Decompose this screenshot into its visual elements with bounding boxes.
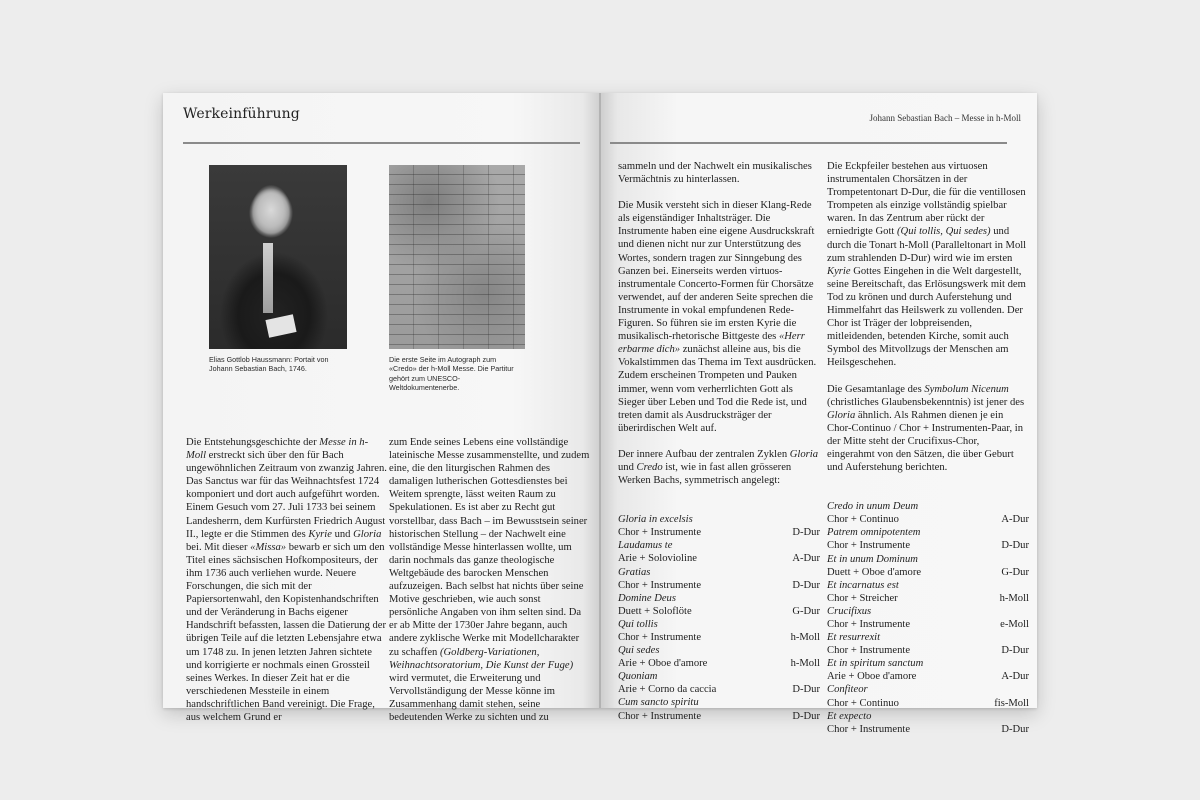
movement-row <box>618 710 820 723</box>
figure-manuscript <box>389 165 525 393</box>
movement-title: Quoniam <box>618 671 658 683</box>
movement-key: A-Dur <box>792 553 820 565</box>
movement-title: Et incarnatus est <box>827 579 899 591</box>
movement-scoring: Chor + Instrumente <box>827 645 911 657</box>
movement-key: h-Moll <box>790 632 820 643</box>
movement-scoring: Chor + Continuo <box>827 697 899 709</box>
movement-title: Et resurrexit <box>827 632 881 644</box>
movement-scoring: Chor + Instrumente <box>618 579 702 591</box>
movement-row <box>827 513 1029 526</box>
movement-title: Credo in unum Deum <box>827 501 919 513</box>
movement-scoring: Chor + Instrumente <box>618 527 702 539</box>
book-gutter <box>599 93 601 708</box>
paragraphs <box>618 160 820 513</box>
body-column-4 <box>827 160 1029 736</box>
booklet-spread <box>163 93 1037 735</box>
body-column-2 <box>389 436 591 724</box>
portrait-shirt-detail <box>263 243 273 313</box>
movement-key: D-Dur <box>1001 723 1029 735</box>
movement-scoring: Arie + Oboe d'amore <box>618 658 708 670</box>
left-page <box>163 93 600 723</box>
gloria-movement-list <box>618 513 820 723</box>
figure-portrait <box>209 165 347 374</box>
movement-title: Et expecto <box>827 710 872 722</box>
movement-row <box>827 618 1029 631</box>
movement-key: e-Moll <box>1000 619 1029 630</box>
page-title: Werkeinführung <box>183 106 300 122</box>
movement-scoring: Chor + Instrumente <box>827 723 911 735</box>
portrait-painting-image <box>209 165 347 349</box>
movement-scoring: Chor + Streicher <box>827 592 898 604</box>
paragraph: Der innere Aufbau der zentralen Zyklen Gloria und Credo ist, wie in fast allen grösseren Werken Bachs, symmetrisch angelegt: <box>618 448 819 487</box>
movement-scoring: Duett + Soloflöte <box>618 605 692 617</box>
movement-title: Qui sedes <box>618 645 660 657</box>
movement-row <box>827 592 1029 605</box>
movement-scoring: Chor + Continuo <box>827 514 899 526</box>
movement-scoring: Chor + Instrumente <box>827 619 911 630</box>
running-head: Johann Sebastian Bach – Messe in h-Moll <box>869 113 1021 123</box>
movement-row <box>827 670 1029 683</box>
movement-title: Et in spiritum sanctum <box>827 658 924 670</box>
body-column-1 <box>186 436 388 724</box>
autograph-manuscript-image <box>389 165 525 349</box>
movement-key: D-Dur <box>792 527 820 539</box>
movement-row <box>827 723 1029 736</box>
movement-title: Qui tollis <box>618 618 658 630</box>
movement-row <box>827 539 1029 552</box>
movement-row <box>827 697 1029 710</box>
movement-title: Gratias <box>618 566 651 578</box>
paragraph: Die Musik versteht sich in dieser Klang-Rede als eigenständiger Inhaltsträger. Die Instrumente haben eine eigene Ausdruckskraft und dienen nicht nur zur Unterstützung des Wortes, sondern tragen zur Sinngebung des Ganzen bei. Einerseits werden virtuos-instrumentale Concerto-Formen für Chorsätze verwendet, auf der anderen Seite sprechen die Instrumente in vokal empfundenen Rede-Figuren. So führen sie im ersten Kyrie die musikalisch-rhetorische Bittgeste des «Herr erbarme dich» zunächst alleine aus, bis die Vokalstimmen das Thema im Text ausdrücken. Zudem erscheinen Trompeten und Pauken immer, wenn vom verherrlichten Gott als Sieger über Leben und Tod die Rede ist, und treten damit als Ausdrucksträger der überirdischen Welt auf. <box>618 200 817 434</box>
movement-scoring: Chor + Instrumente <box>827 540 911 552</box>
movement-row <box>827 644 1029 657</box>
paragraph: Die Entstehungsgeschichte der Messe in h-Moll erstreckt sich über den für Bach ungewöhnlichen Zeitraum von zwanzig Jahren. Das Sanctus war für das Weihnachtsfest 1724 komponiert und dort auch aufgeführt worden. Einem Gesuch vom 27. Juli 1733 bei seinem Landesherrn, dem Kurfürsten Friedrich August II., legte er die Stimmen des Kyrie und Gloria bei. Mit dieser «Missa» bewarb er sich um den Titel eines sächsischen Hofkompositeurs, der ihm 1736 auch verliehen wurde. Neuere Forschungen, die sich mit der Papiersortenwahl, den Kopistenhandschriften und der Veränderung in Bachs eigener Handschrift befassten, lassen die Datierung der übrigen Teile auf die letzten Lebensjahre etwa um 1748 zu. In jenen letzten Jahren sichtete und korrigierte er nochmals einen Grossteil seines Werkes. In dieser Zeit hat er die verschiedenen Messteile in einem handschriftlichen Band vereinigt. Die Frage, aus welchem Grund er <box>186 437 387 723</box>
movement-key: A-Dur <box>1001 671 1029 683</box>
movement-row <box>618 552 820 565</box>
header-rule <box>610 142 1007 144</box>
movement-key: D-Dur <box>792 684 820 696</box>
figure-caption: Die erste Seite im Autograph zum «Credo» der h-Moll Messe. Die Partitur gehört zum UNESCO-Weltdokumentenerbe. <box>389 355 514 393</box>
movement-title: Cum sancto spiritu <box>618 697 699 709</box>
movement-title: Et in unum Dominum <box>827 553 918 565</box>
movement-title: Patrem omnipotentem <box>827 527 921 539</box>
movement-key: D-Dur <box>1001 645 1029 657</box>
right-page <box>600 93 1037 735</box>
movement-scoring: Arie + Corno da caccia <box>618 684 717 696</box>
movement-key: D-Dur <box>792 579 820 591</box>
movement-scoring: Chor + Instrumente <box>618 710 702 722</box>
movement-scoring: Duett + Oboe d'amore <box>827 566 922 578</box>
movement-row <box>618 526 820 539</box>
movement-title: Gloria in excelsis <box>618 514 693 526</box>
movement-key: fis-Moll <box>994 697 1029 709</box>
movement-row <box>618 657 820 670</box>
paragraph: sammeln und der Nachwelt ein musikalisches Vermächtnis zu hinterlassen. <box>618 161 812 186</box>
portrait-sheet-music-detail <box>265 314 296 337</box>
movement-key: h-Moll <box>790 658 820 670</box>
movement-key: G-Dur <box>792 605 820 617</box>
movement-scoring: Chor + Instrumente <box>618 632 702 643</box>
movement-key: A-Dur <box>1001 514 1029 526</box>
movement-scoring: Arie + Oboe d'amore <box>827 671 917 683</box>
movement-title: Crucifixus <box>827 605 872 617</box>
movement-key: G-Dur <box>1001 566 1029 578</box>
movement-row <box>827 566 1029 579</box>
paragraph: zum Ende seines Lebens eine vollständige lateinische Messe zusammenstellte, und zudem eine, die den liturgischen Rahmen des damaligen lutherischen Gottesdienstes bei Weitem sprengte, lässt weiten Raum zu Spekulationen. Es ist aber zu Recht gut vorstellbar, dass Bach – im Bewusstsein seiner historischen Stellung – der Nachwelt eine vollständige Messe hinterlassen wollte, um darin nochmals das ganze theologische Weltgebäude des barocken Menschen aufzuzeigen. Bach selbst hat nichts über seine Motive geschrieben, wie auch sonst persönliche Angaben von ihm selten sind. Da er ab Mitte der 1730er Jahre begann, auch andere zyklische Werke mit Modellcharakter zu schaffen (Goldberg-Variationen, Weihnachtsoratorium, Die Kunst der Fuge) wird vermutet, die Erweiterung und Vervollständigung der Messe könne im Zusammenhang damit stehen, seine bedeutenden Werke zu sichten und zu <box>389 437 590 723</box>
movement-row <box>618 605 820 618</box>
movement-row <box>618 579 820 592</box>
movement-key: D-Dur <box>1001 540 1029 552</box>
credo-movement-list <box>827 500 1029 736</box>
paragraph: Die Eckpfeiler bestehen aus virtuosen instrumentalen Chorsätzen in der Trompetentonart D-Dur, die für die ventillosen Trompeten als einzige vollständig spielbar waren. In das Zentrum aber rückt der erniedrigte Gott (Qui tollis, Qui sedes) und durch die Tonart h-Moll (Paralleltonart in Moll zum strahlenden D-Dur) wird wie im ersten Kyrie Gottes Eingehen in die Welt dargestellt, seine Bereitschaft, das Erlösungswerk mit dem Tod zu krönen und durch Auferstehung und Himmelfahrt das Heilswerk zu vollenden. Der Chor ist Träger der lobpreisenden, mitleidenden, betenden Kirche, somit auch Symbol des Mitvollzugs der Menschen am Heilsgeschehen. <box>827 161 1027 369</box>
movement-title: Confiteor <box>827 684 868 696</box>
movement-title: Laudamus te <box>618 540 673 552</box>
movement-title: Domine Deus <box>618 592 676 604</box>
movement-key: h-Moll <box>999 592 1029 604</box>
movement-row <box>618 683 820 696</box>
body-column-3 <box>618 160 820 723</box>
header-rule <box>183 142 580 144</box>
movement-scoring: Arie + Solovioline <box>618 553 697 565</box>
movement-key: D-Dur <box>792 710 820 722</box>
movement-row <box>618 631 820 644</box>
paragraph: Die Gesamtanlage des Symbolum Nicenum (christliches Glaubensbekenntnis) ist jener des Gloria ähnlich. Als Rahmen dienen je ein Chor-Continuo / Chor + Instrumenten-Paar, in der Mitte steht der Crucifixus-Chor, eingerahmt von den Sätzen, die über Geburt und Auferstehung berichten. <box>827 383 1025 474</box>
figure-caption: Elias Gottlob Haussmann: Portait von Johann Sebastian Bach, 1746. <box>209 355 329 374</box>
paragraphs <box>827 160 1029 500</box>
